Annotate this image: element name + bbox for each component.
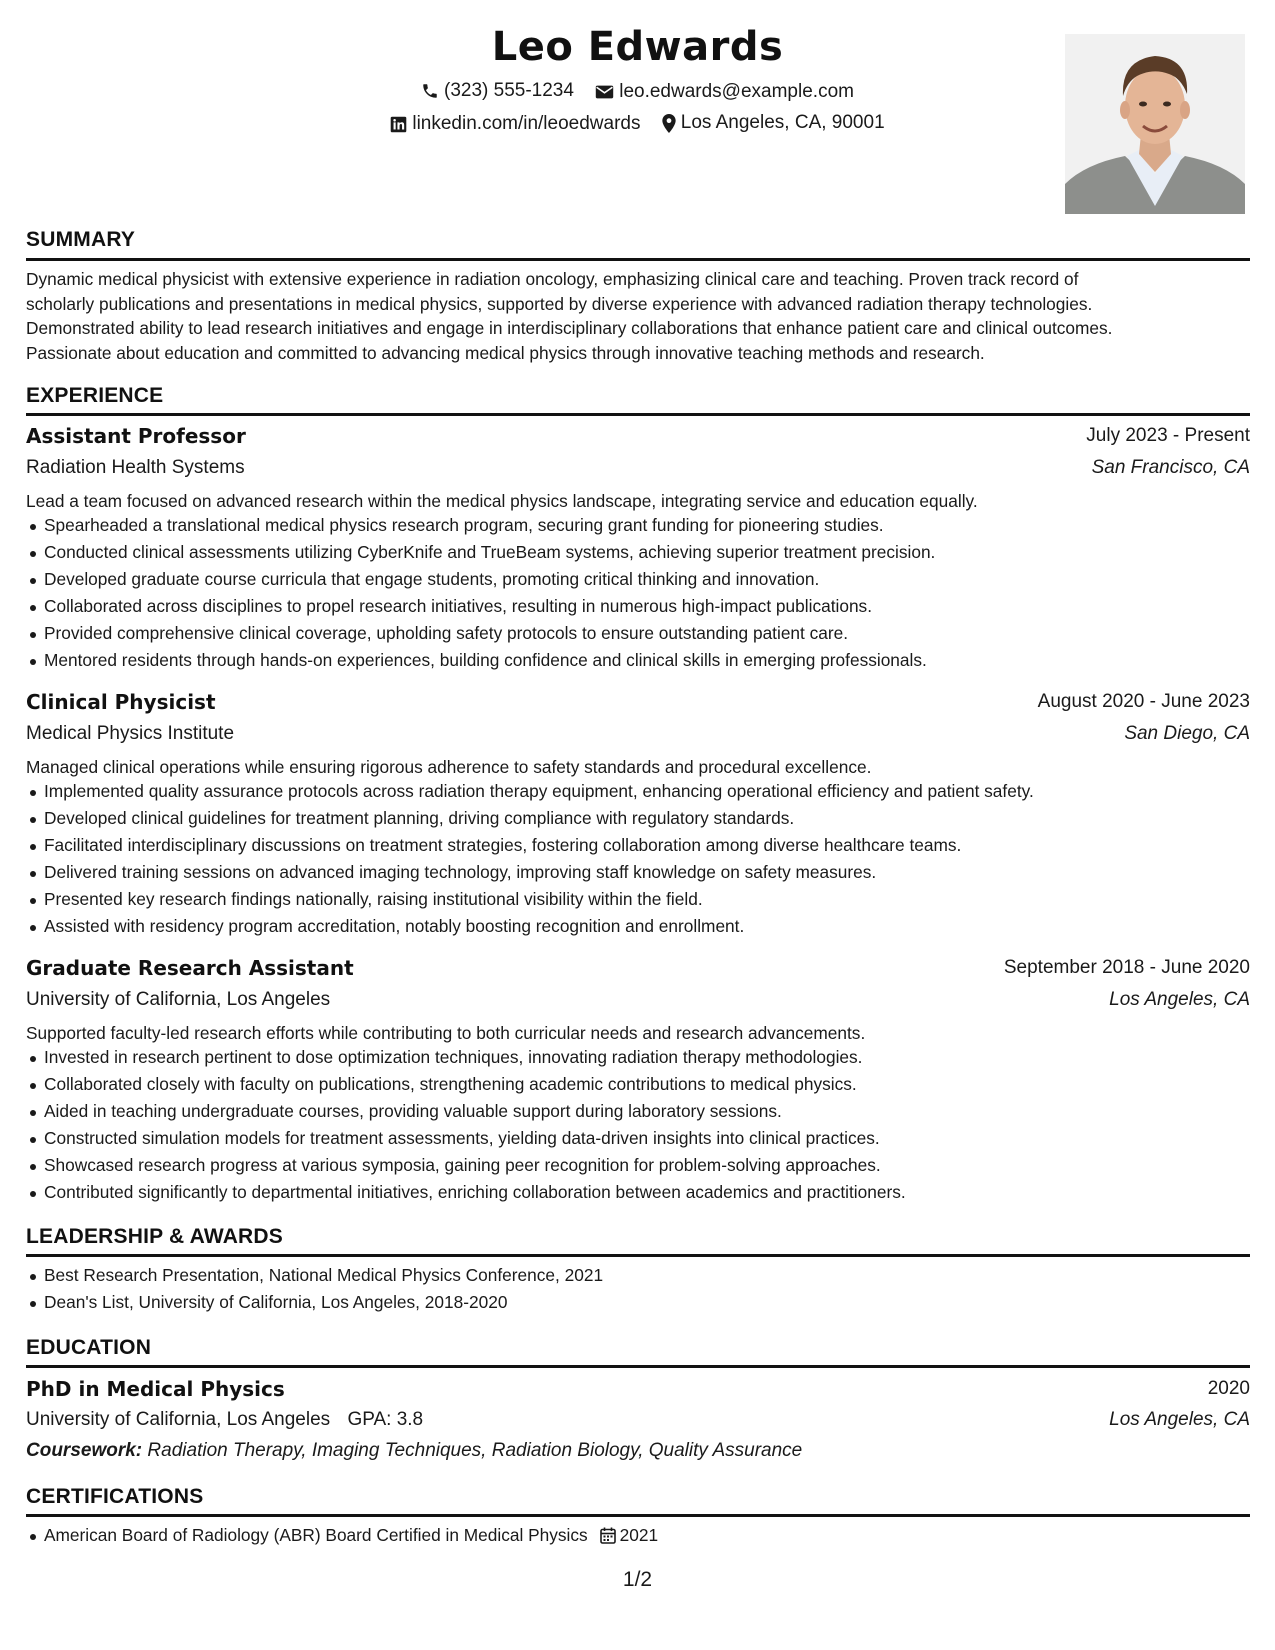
phone-text: (323) 555-1234 [444,80,574,101]
list-item: Contributed significantly to departmental initiatives, enriching collaboration between academics and practitioners. [26,1179,1250,1206]
phone-contact[interactable] [421,80,574,102]
list-item [26,1522,1250,1549]
leadership-divider [26,1254,1250,1257]
job-dates: August 2020 - June 2023 [1037,691,1250,712]
profile-photo [1065,34,1245,214]
job-description: Managed clinical operations while ensuring rigorous adherence to safety standards and procedural excellence. [26,757,872,777]
coursework-label: Coursework: [26,1440,143,1461]
list-item: Best Research Presentation, National Medical Physics Conference, 2021 [26,1262,1250,1289]
list-item: Constructed simulation models for treatment assessments, yielding data-driven insights into clinical practices. [26,1125,1250,1152]
certification-name: American Board of Radiology (ABR) Board Certified in Medical Physics [44,1525,588,1545]
job-location: Los Angeles, CA [1109,989,1250,1010]
resume-header [0,24,1275,224]
job-bullets [26,778,1250,940]
envelope-icon [595,84,614,100]
summary-line: scholarly publications and presentations in medical physics, supported by diverse experience with advanced radiation therapy technologies. [26,293,1093,314]
experience-divider [26,413,1250,416]
job-description: Supported faculty-led research efforts while contributing to both curricular needs and research advancements. [26,1023,866,1043]
certifications-list [26,1522,1250,1549]
job-dates: September 2018 - June 2020 [1003,957,1250,978]
job-location: San Francisco, CA [1091,457,1250,478]
location-text: Los Angeles, CA, 90001 [680,112,885,133]
phone-icon [421,82,439,100]
job-location: San Diego, CA [1124,723,1250,744]
summary-line: Passionate about education and committed to advancing medical physics through innovative teaching methods and research. [26,342,985,363]
list-item: Mentored residents through hands-on experiences, building confidence and clinical skills in emerging professionals. [26,647,1250,674]
certification-year: 2021 [619,1525,659,1545]
summary-text [26,267,1250,365]
leadership-heading: LEADERSHIP & AWARDS [26,1225,283,1248]
summary-divider [26,258,1250,261]
summary-heading: SUMMARY [26,228,136,251]
list-item: Presented key research findings nationally, raising institutional visibility within the field. [26,886,1250,913]
list-item: Delivered training sessions on advanced imaging technology, improving staff knowledge on safety measures. [26,859,1250,886]
certifications-divider [26,1514,1250,1517]
job-description: Lead a team focused on advanced research within the medical physics landscape, integrating service and education equally. [26,491,978,511]
list-item: Developed graduate course curricula that engage students, promoting critical thinking and innovation. [26,566,1250,593]
job-dates: July 2023 - Present [1086,425,1250,446]
list-item: Implemented quality assurance protocols across radiation therapy equipment, enhancing operational efficiency and patient safety. [26,778,1250,805]
job-organization: Medical Physics Institute [26,723,235,744]
list-item: Collaborated across disciplines to propel research initiatives, resulting in numerous high-impact publications. [26,593,1250,620]
list-item: Showcased research progress at various symposia, gaining peer recognition for problem-solving approaches. [26,1152,1250,1179]
email-contact[interactable] [595,81,854,103]
experience-heading: EXPERIENCE [26,384,164,407]
job-title: Clinical Physicist [26,690,216,714]
list-item: Invested in research pertinent to dose optimization techniques, innovating radiation therapy methodologies. [26,1044,1250,1071]
calendar-icon [600,1527,616,1544]
job-title: Assistant Professor [26,424,246,448]
list-item: Facilitated interdisciplinary discussions on treatment strategies, fostering collaboration among diverse healthcare teams. [26,832,1250,859]
job-organization: University of California, Los Angeles [26,989,331,1010]
linkedin-icon [390,116,407,133]
email-text: leo.edwards@example.com [619,81,854,102]
list-item: Spearheaded a translational medical physics research program, securing grant funding for pioneering studies. [26,512,1250,539]
leadership-list [26,1262,1250,1316]
job-bullets [26,1044,1250,1206]
map-pin-icon [662,114,676,133]
certifications-heading: CERTIFICATIONS [26,1485,204,1508]
location-contact [662,112,885,134]
list-item: Dean's List, University of California, Los Angeles, 2018-2020 [26,1289,1250,1316]
coursework-list: Radiation Therapy, Imaging Techniques, Radiation Biology, Quality Assurance [147,1440,803,1461]
school-location: Los Angeles, CA [1109,1409,1250,1430]
summary-line: Dynamic medical physicist with extensive experience in radiation oncology, emphasizing clinical care and teaching. Proven track record of [26,269,1079,289]
school-line [26,1409,423,1431]
school-name: University of California, Los Angeles [26,1409,331,1430]
education-divider [26,1365,1250,1368]
job-bullets [26,512,1250,674]
degree-title: PhD in Medical Physics [26,1377,285,1401]
summary-line: Demonstrated ability to lead research initiatives and engage in interdisciplinary collaborations that enhance patient care and clinical outcomes. [26,318,1113,338]
coursework-line [26,1440,802,1462]
page-number: 1/2 [622,1568,653,1591]
list-item: Collaborated closely with faculty on publications, strengthening academic contributions to medical physics. [26,1071,1250,1098]
list-item: Provided comprehensive clinical coverage, upholding safety protocols to ensure outstanding patient care. [26,620,1250,647]
job-title: Graduate Research Assistant [26,956,354,980]
candidate-name: Leo Edwards [491,24,784,70]
linkedin-text: linkedin.com/in/leoedwards [412,113,641,134]
education-heading: EDUCATION [26,1336,152,1359]
gpa: GPA: 3.8 [347,1409,424,1430]
list-item: Assisted with residency program accreditation, notably boosting recognition and enrollment. [26,913,1250,940]
list-item: Aided in teaching undergraduate courses, providing valuable support during laboratory sessions. [26,1098,1250,1125]
list-item: Conducted clinical assessments utilizing CyberKnife and TrueBeam systems, achieving superior treatment precision. [26,539,1250,566]
graduation-year: 2020 [1207,1378,1250,1399]
linkedin-contact[interactable] [390,113,640,135]
list-item: Developed clinical guidelines for treatment planning, driving compliance with regulatory standards. [26,805,1250,832]
job-organization: Radiation Health Systems [26,457,245,478]
